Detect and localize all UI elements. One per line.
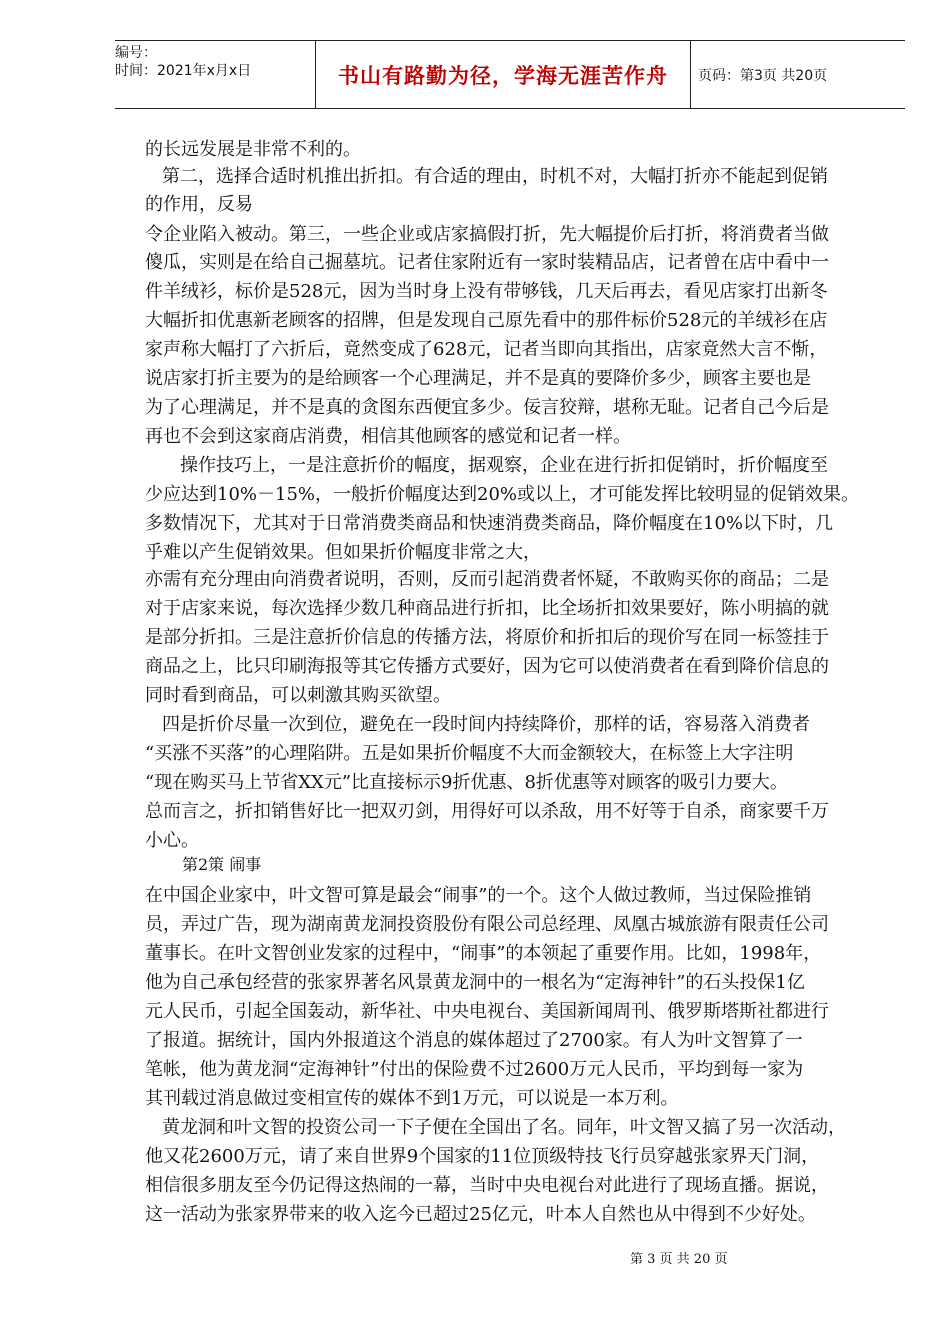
body-line-38: 这一活动为张家界带来的收入迄今已超过25亿元，叶本人自然也从中得到不少好处。: [145, 1204, 816, 1225]
page-header: [115, 40, 905, 109]
body-line-19: 商品之上，比只印刷海报等其它传播方式要好，因为它可以使消费者在看到降价信息的: [145, 656, 829, 677]
body-line-30: 他为自己承包经营的张家界著名风景黄龙洞中的一根名为“定海神针”的石头投保1亿: [145, 972, 805, 993]
body-line-4: 令企业陷入被动。第三，一些企业或店家搞假打折，先大幅提价后打折，将消费者当做: [145, 224, 829, 245]
body-line-1: 的长远发展是非常不利的。: [145, 139, 361, 160]
body-line-25: 小心。: [145, 830, 199, 851]
body-line-31: 元人民币，引起全国轰动，新华社、中央电视台、美国新闻周刊、俄罗斯塔斯社都进行: [145, 1001, 829, 1022]
header-meta: [115, 41, 315, 111]
body-line-32: 了报道。据统计，国内外报道这个消息的媒体超过了2700家。有人为叶文智算了一: [145, 1030, 803, 1051]
body-line-22: “买涨不买落”的心理陷阱。五是如果折价幅度不大而金额较大，在标签上大字注明: [145, 743, 794, 764]
body-line-15: 乎难以产生促销效果。但如果折价幅度非常之大，: [145, 542, 541, 563]
body-line-34: 其刊载过消息做过变相宣传的媒体不到1万元，可以说是一本万利。: [145, 1088, 679, 1109]
body-line-35: 黄龙洞和叶文智的投资公司一下子便在全国出了名。同年，叶文智又搞了另一次活动，: [162, 1117, 846, 1138]
body-line-20: 同时看到商品，可以刺激其购买欲望。: [145, 685, 451, 706]
body-line-6: 件羊绒衫，标价是528元，因为当时身上没有带够钱，几天后再去，看见店家打出新冬: [145, 281, 828, 302]
body-line-10: 为了心理满足，并不是真的贪图东西便宜多少。佞言狡辩，堪称无耻。记者自己今后是: [145, 397, 829, 418]
body-line-7: 大幅折扣优惠新老顾客的招牌，但是发现自己原先看中的那件标价528元的羊绒衫在店: [145, 310, 828, 331]
body-line-37: 相信很多朋友至今仍记得这热闹的一幕，当时中央电视台对此进行了现场直播。据说，: [145, 1175, 829, 1196]
body-line-18: 是部分折扣。三是注意折价信息的传播方法，将原价和折扣后的现价写在同一标签挂于: [145, 627, 829, 648]
page-footer: 第 3 页 共 20 页: [630, 1252, 728, 1267]
document-number-label: 编号：: [115, 45, 157, 61]
body-line-13: 少应达到10%－15%，一般折价幅度达到20%或以上，才可能发挥比较明显的促销效果。: [145, 484, 860, 505]
document-time-label: 时间：2021年x月x日: [115, 63, 252, 79]
body-line-3: 的作用，反易: [145, 194, 253, 215]
body-line-14: 多数情况下，尤其对于日常消费类商品和快速消费类商品，降价幅度在10%以下时，几: [145, 513, 834, 534]
body-line-24: 总而言之，折扣销售好比一把双刃剑，用得好可以杀敌，用不好等于自杀，商家要千万: [145, 801, 829, 822]
section-heading: 第2策 闹事: [182, 855, 262, 874]
body-line-11: 再也不会到这家商店消费，相信其他顾客的感觉和记者一样。: [145, 426, 631, 447]
body-line-5: 傻瓜，实则是在给自己掘墓坑。记者住家附近有一家时装精品店，记者曾在店中看中一: [145, 252, 829, 273]
body-line-17: 对于店家来说，每次选择少数几种商品进行折扣，比全场折扣效果要好，陈小明搞的就: [145, 598, 829, 619]
body-line-29: 董事长。在叶文智创业发家的过程中，“闹事”的本领起了重要作用。比如，1998年，: [145, 943, 822, 964]
body-line-27: 在中国企业家中，叶文智可算是最会“闹事”的一个。这个人做过教师，当过保险推销: [145, 885, 812, 906]
body-line-28: 员，弄过广告，现为湖南黄龙洞投资股份有限公司总经理、凤凰古城旅游有限责任公司: [145, 914, 829, 935]
header-motto-cell: [315, 41, 691, 108]
body-line-21: 四是折价尽量一次到位，避免在一段时间内持续降价，那样的话，容易落入消费者: [162, 714, 810, 735]
header-page-info: 页码：第3页 共20页: [698, 67, 828, 84]
body-line-36: 他又花2600万元，请了来自世界9个国家的11位顶级特技飞行员穿越张家界天门洞，: [145, 1146, 820, 1167]
body-line-2: 第二，选择合适时机推出折扣。有合适的理由，时机不对，大幅打折亦不能起到促销: [162, 166, 828, 187]
body-line-8: 家声称大幅打了六折后，竟然变成了628元，记者当即向其指出，店家竟然大言不惭，: [145, 339, 828, 360]
body-line-33: 笔帐，他为黄龙洞“定海神针”付出的保险费不过2600万元人民币，平均到每一家为: [145, 1059, 804, 1080]
body-line-16: 亦需有充分理由向消费者说明，否则，反而引起消费者怀疑，不敢购买你的商品；二是: [145, 569, 829, 590]
body-line-12: 操作技巧上，一是注意折价的幅度，据观察，企业在进行折扣促销时，折价幅度至: [180, 455, 828, 476]
header-motto: 书山有路勤为径，学海无涯苦作舟: [338, 62, 668, 88]
body-line-23: “现在购买马上节省XX元”比直接标示9折优惠、8折优惠等对顾客的吸引力要大。: [145, 772, 788, 793]
body-line-9: 说店家打折主要为的是给顾客一个心理满足，并不是真的要降价多少，顾客主要也是: [145, 368, 811, 389]
